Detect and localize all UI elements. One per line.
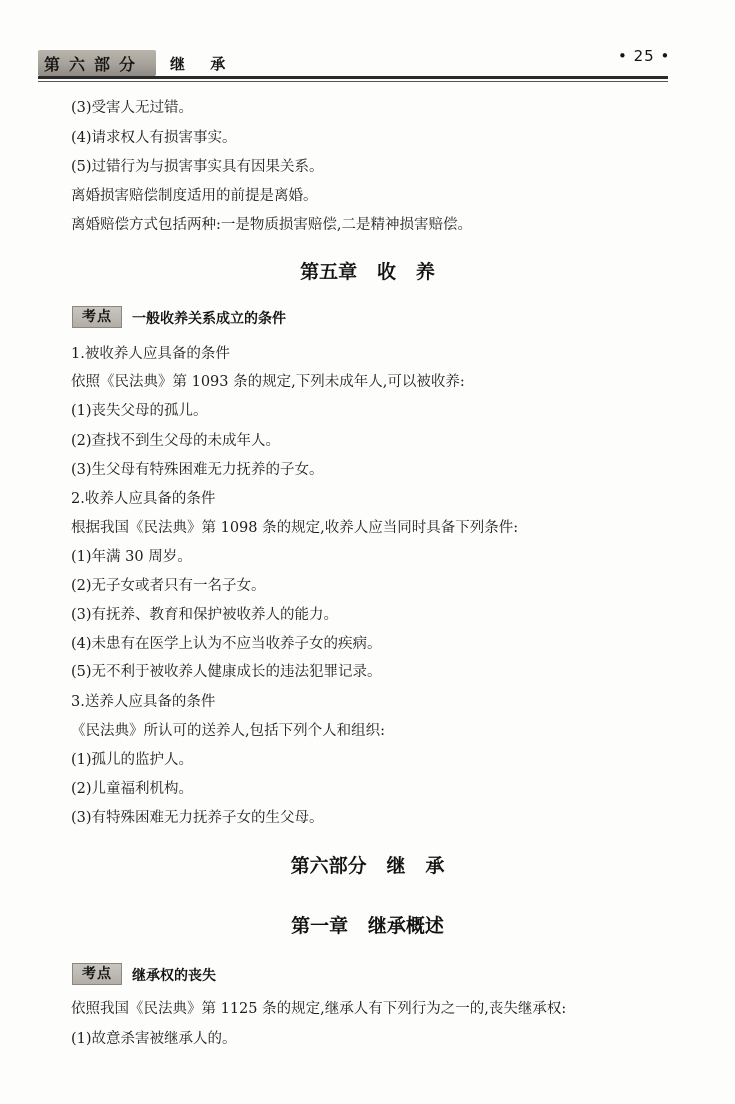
- text-line: (5)过错行为与损害事实具有因果关系。: [71, 159, 324, 175]
- header-rule-thin: [38, 81, 668, 82]
- text-line: (5)无不利于被收养人健康成长的违法犯罪记录。: [71, 664, 382, 680]
- kaodian-badge: 考点: [72, 963, 122, 985]
- text-line: 依照我国《民法典》第 1125 条的规定,继承人有下列行为之一的,丧失继承权:: [71, 1001, 567, 1017]
- page-number: • 25 •: [618, 47, 671, 65]
- header-rule: [38, 76, 668, 79]
- text-line: 离婚赔偿方式包括两种:一是物质损害赔偿,二是精神损害赔偿。: [71, 217, 472, 233]
- text-line: (3)有抚养、教育和保护被收养人的能力。: [71, 607, 339, 623]
- text-line: 1.被收养人应具备的条件: [71, 346, 230, 362]
- text-line: (1)年满 30 周岁。: [71, 549, 192, 565]
- text-line: 3.送养人应具备的条件: [71, 694, 216, 710]
- chapter-heading: 第五章 收 养: [300, 261, 435, 283]
- section-topic: 继承权的丧失: [132, 968, 216, 984]
- text-line: (3)生父母有特殊困难无力抚养的子女。: [71, 462, 324, 478]
- text-line: 根据我国《民法典》第 1098 条的规定,收养人应当同时具备下列条件:: [71, 520, 519, 536]
- header-part-label: 第六部分: [44, 55, 145, 74]
- text-line: (3)受害人无过错。: [71, 100, 194, 116]
- chapter-heading: 第一章 继承概述: [291, 915, 444, 937]
- text-line: (2)无子女或者只有一名子女。: [71, 578, 266, 594]
- text-line: (4)请求权人有损害事实。: [71, 130, 237, 146]
- part-heading: 第六部分 继 承: [290, 855, 445, 877]
- text-line: 2.收养人应具备的条件: [71, 491, 216, 507]
- text-line: (2)儿童福利机构。: [71, 781, 194, 797]
- text-line: (4)未患有在医学上认为不应当收养子女的疾病。: [71, 636, 382, 652]
- text-line: 离婚损害赔偿制度适用的前提是离婚。: [71, 188, 318, 204]
- header-title: 继 承: [170, 55, 236, 73]
- text-line: (1)故意杀害被继承人的。: [71, 1031, 237, 1047]
- text-line: (1)孤儿的监护人。: [71, 752, 194, 768]
- kaodian-badge: 考点: [72, 306, 122, 328]
- section-topic: 一般收养关系成立的条件: [132, 311, 286, 327]
- text-line: (1)丧失父母的孤儿。: [71, 403, 208, 419]
- text-line: 依照《民法典》第 1093 条的规定,下列未成年人,可以被收养:: [71, 374, 465, 390]
- text-line: 《民法典》所认可的送养人,包括下列个人和组织:: [71, 723, 385, 739]
- text-line: (3)有特殊困难无力抚养子女的生父母。: [71, 810, 324, 826]
- text-line: (2)查找不到生父母的未成年人。: [71, 433, 281, 449]
